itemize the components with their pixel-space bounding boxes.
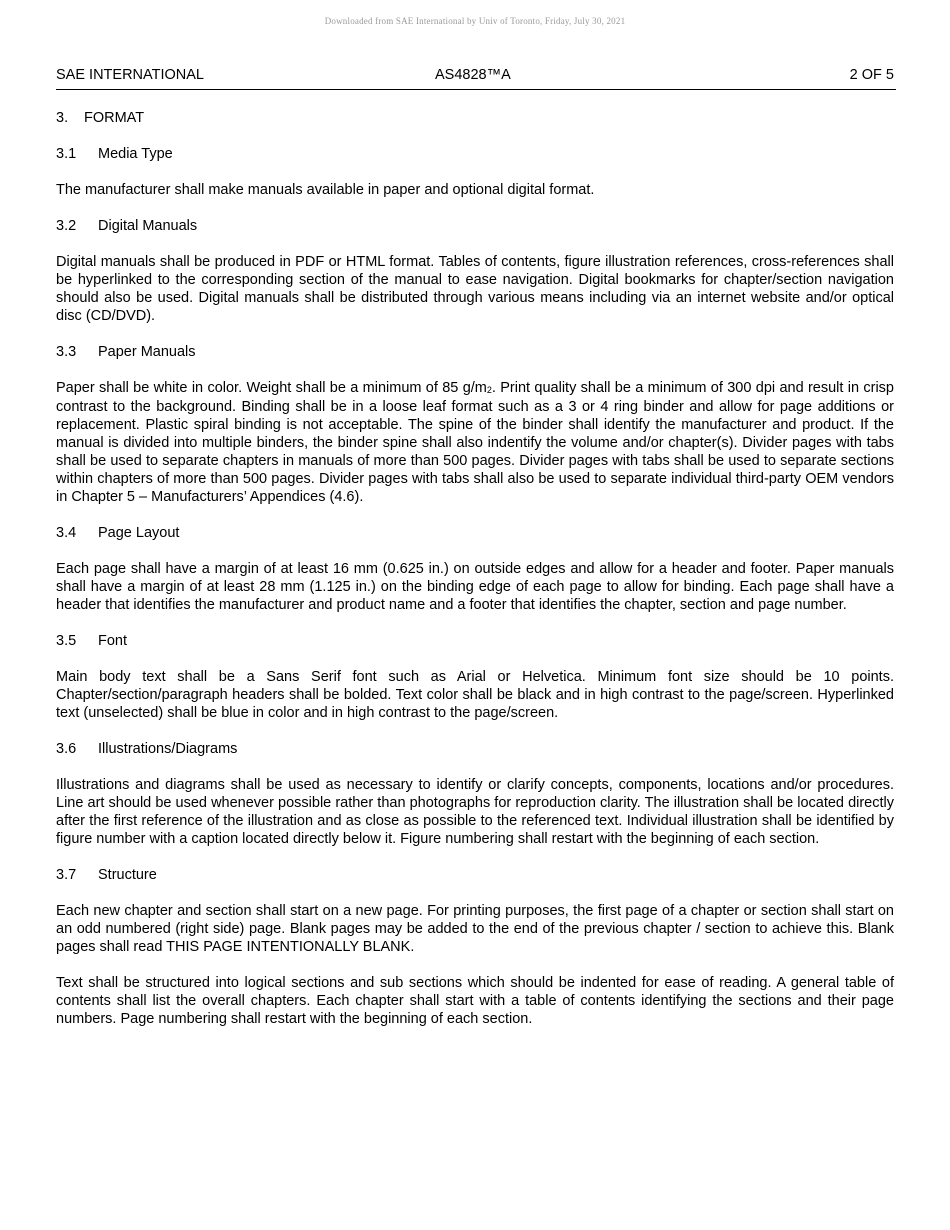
subsection-title: Digital Manuals xyxy=(98,218,198,234)
header-page-number: 2 OF 5 xyxy=(849,67,894,83)
subsection-number: 3.7 xyxy=(56,867,77,883)
paragraph-structure-2: Text shall be structured into logical sections and sub sections which should be indented for ease of reading. A general table of contents shall list the overall chapters. Each chapter shall start with a table of contents identifying the sections and their page numbers. Page numbering shall restart with the beginning of each section. xyxy=(56,975,894,1027)
paper-text-part-2: . Print quality shall be a minimum of 300 dpi and result in crisp contrast to the background. Binding shall be in a loose leaf format such as a 3 or 4 ring binder and allow for page additions or replacement. Plastic spiral binding is not acceptable. The spine of the binder shall identify the manufacturer and product. If the manual is divided into multiple binders, the binder spine shall also indentify the volume and/or chapter(s). Divider pages with tabs shall be used to separate chapters in manuals of more than 500 pages. Divider pages with tabs shall be used to separate sections within chapters of more than 500 pages. Divider pages with tabs shall also be used to separate individual third-party OEM vendors in Chapter 5 – Manufacturers’ Appendices (4.6). xyxy=(56,380,895,505)
subsection-title: Media Type xyxy=(98,146,173,162)
document-body xyxy=(56,109,894,1046)
subsection-number: 3.3 xyxy=(56,344,77,360)
header-organization: SAE INTERNATIONAL xyxy=(56,67,204,83)
subsection-number: 3.5 xyxy=(56,633,77,649)
subsection-title: Illustrations/Diagrams xyxy=(98,741,238,757)
paragraph-font: Main body text shall be a Sans Serif font such as Arial or Helvetica. Minimum font size should be 10 points. Chapter/section/paragraph headers shall be bolded. Text color shall be black and in high contrast to the page/screen. Hyperlinked text (unselected) shall be blue in color and in high contrast to the page/screen. xyxy=(56,669,894,721)
paragraph-paper-manuals xyxy=(56,379,894,506)
subsection-heading-page-layout xyxy=(56,524,894,542)
subsection-heading-structure xyxy=(56,866,894,884)
squared-subscript: 2 xyxy=(486,385,492,395)
subsection-number: 3.1 xyxy=(56,146,77,162)
download-watermark: Downloaded from SAE International by Univ of Toronto, Friday, July 30, 2021 xyxy=(324,16,626,26)
page-header xyxy=(56,67,896,90)
section-number: 3. xyxy=(56,110,69,126)
subsection-heading-digital-manuals xyxy=(56,217,894,235)
paper-text-part-1: Paper shall be white in color. Weight shall be a minimum of 85 g/m xyxy=(56,380,487,396)
subsection-heading-illustrations xyxy=(56,740,894,758)
paragraph-digital-manuals: Digital manuals shall be produced in PDF or HTML format. Tables of contents, figure illustration references, cross-references shall be hyperlinked to the corresponding section of the manual to ease navigation. Digital bookmarks for chapter/section navigation should also be used. Digital manuals shall be distributed through various means including via an internet website and/or optical disc (CD/DVD). xyxy=(56,254,894,324)
subsection-title: Font xyxy=(98,633,128,649)
section-heading-format xyxy=(56,109,894,127)
subsection-number: 3.2 xyxy=(56,218,77,234)
paragraph-page-layout: Each page shall have a margin of at least 16 mm (0.625 in.) on outside edges and allow for a header and footer. Paper manuals shall have a margin of at least 28 mm (1.125 in.) on the binding edge of each page to allow for binding. Each page shall have a header that identifies the manufacturer and product name and a footer that identifies the chapter, section and page number. xyxy=(56,561,894,613)
subsection-heading-paper-manuals xyxy=(56,343,894,361)
subsection-title: Paper Manuals xyxy=(98,344,196,360)
subsection-number: 3.6 xyxy=(56,741,77,757)
subsection-number: 3.4 xyxy=(56,525,77,541)
paragraph-structure-1: Each new chapter and section shall start on a new page. For printing purposes, the first page of a chapter or section shall start on an odd numbered (right side) page. Blank pages may be added to the end of the previous chapter / section to achieve this. Blank pages shall read THIS PAGE INTENTIONALLY BLANK. xyxy=(56,903,894,955)
header-document-number: AS4828™A xyxy=(435,67,511,83)
subsection-heading-media-type xyxy=(56,145,894,163)
subsection-title: Structure xyxy=(98,867,157,883)
paragraph-media-type: The manufacturer shall make manuals available in paper and optional digital format. xyxy=(56,182,595,198)
subsection-title: Page Layout xyxy=(98,525,180,541)
subsection-heading-font xyxy=(56,632,894,650)
section-title: FORMAT xyxy=(84,110,145,126)
paragraph-illustrations: Illustrations and diagrams shall be used as necessary to identify or clarify concepts, components, locations and/or procedures. Line art should be used whenever possible rather than photographs for reproduction clarity. The illustration shall be located directly after the first reference of the illustration and as close as possible to the referenced text. Individual illustration shall be identified by figure number with a caption located directly below it. Figure numbering shall restart with the beginning of each section. xyxy=(56,777,894,847)
